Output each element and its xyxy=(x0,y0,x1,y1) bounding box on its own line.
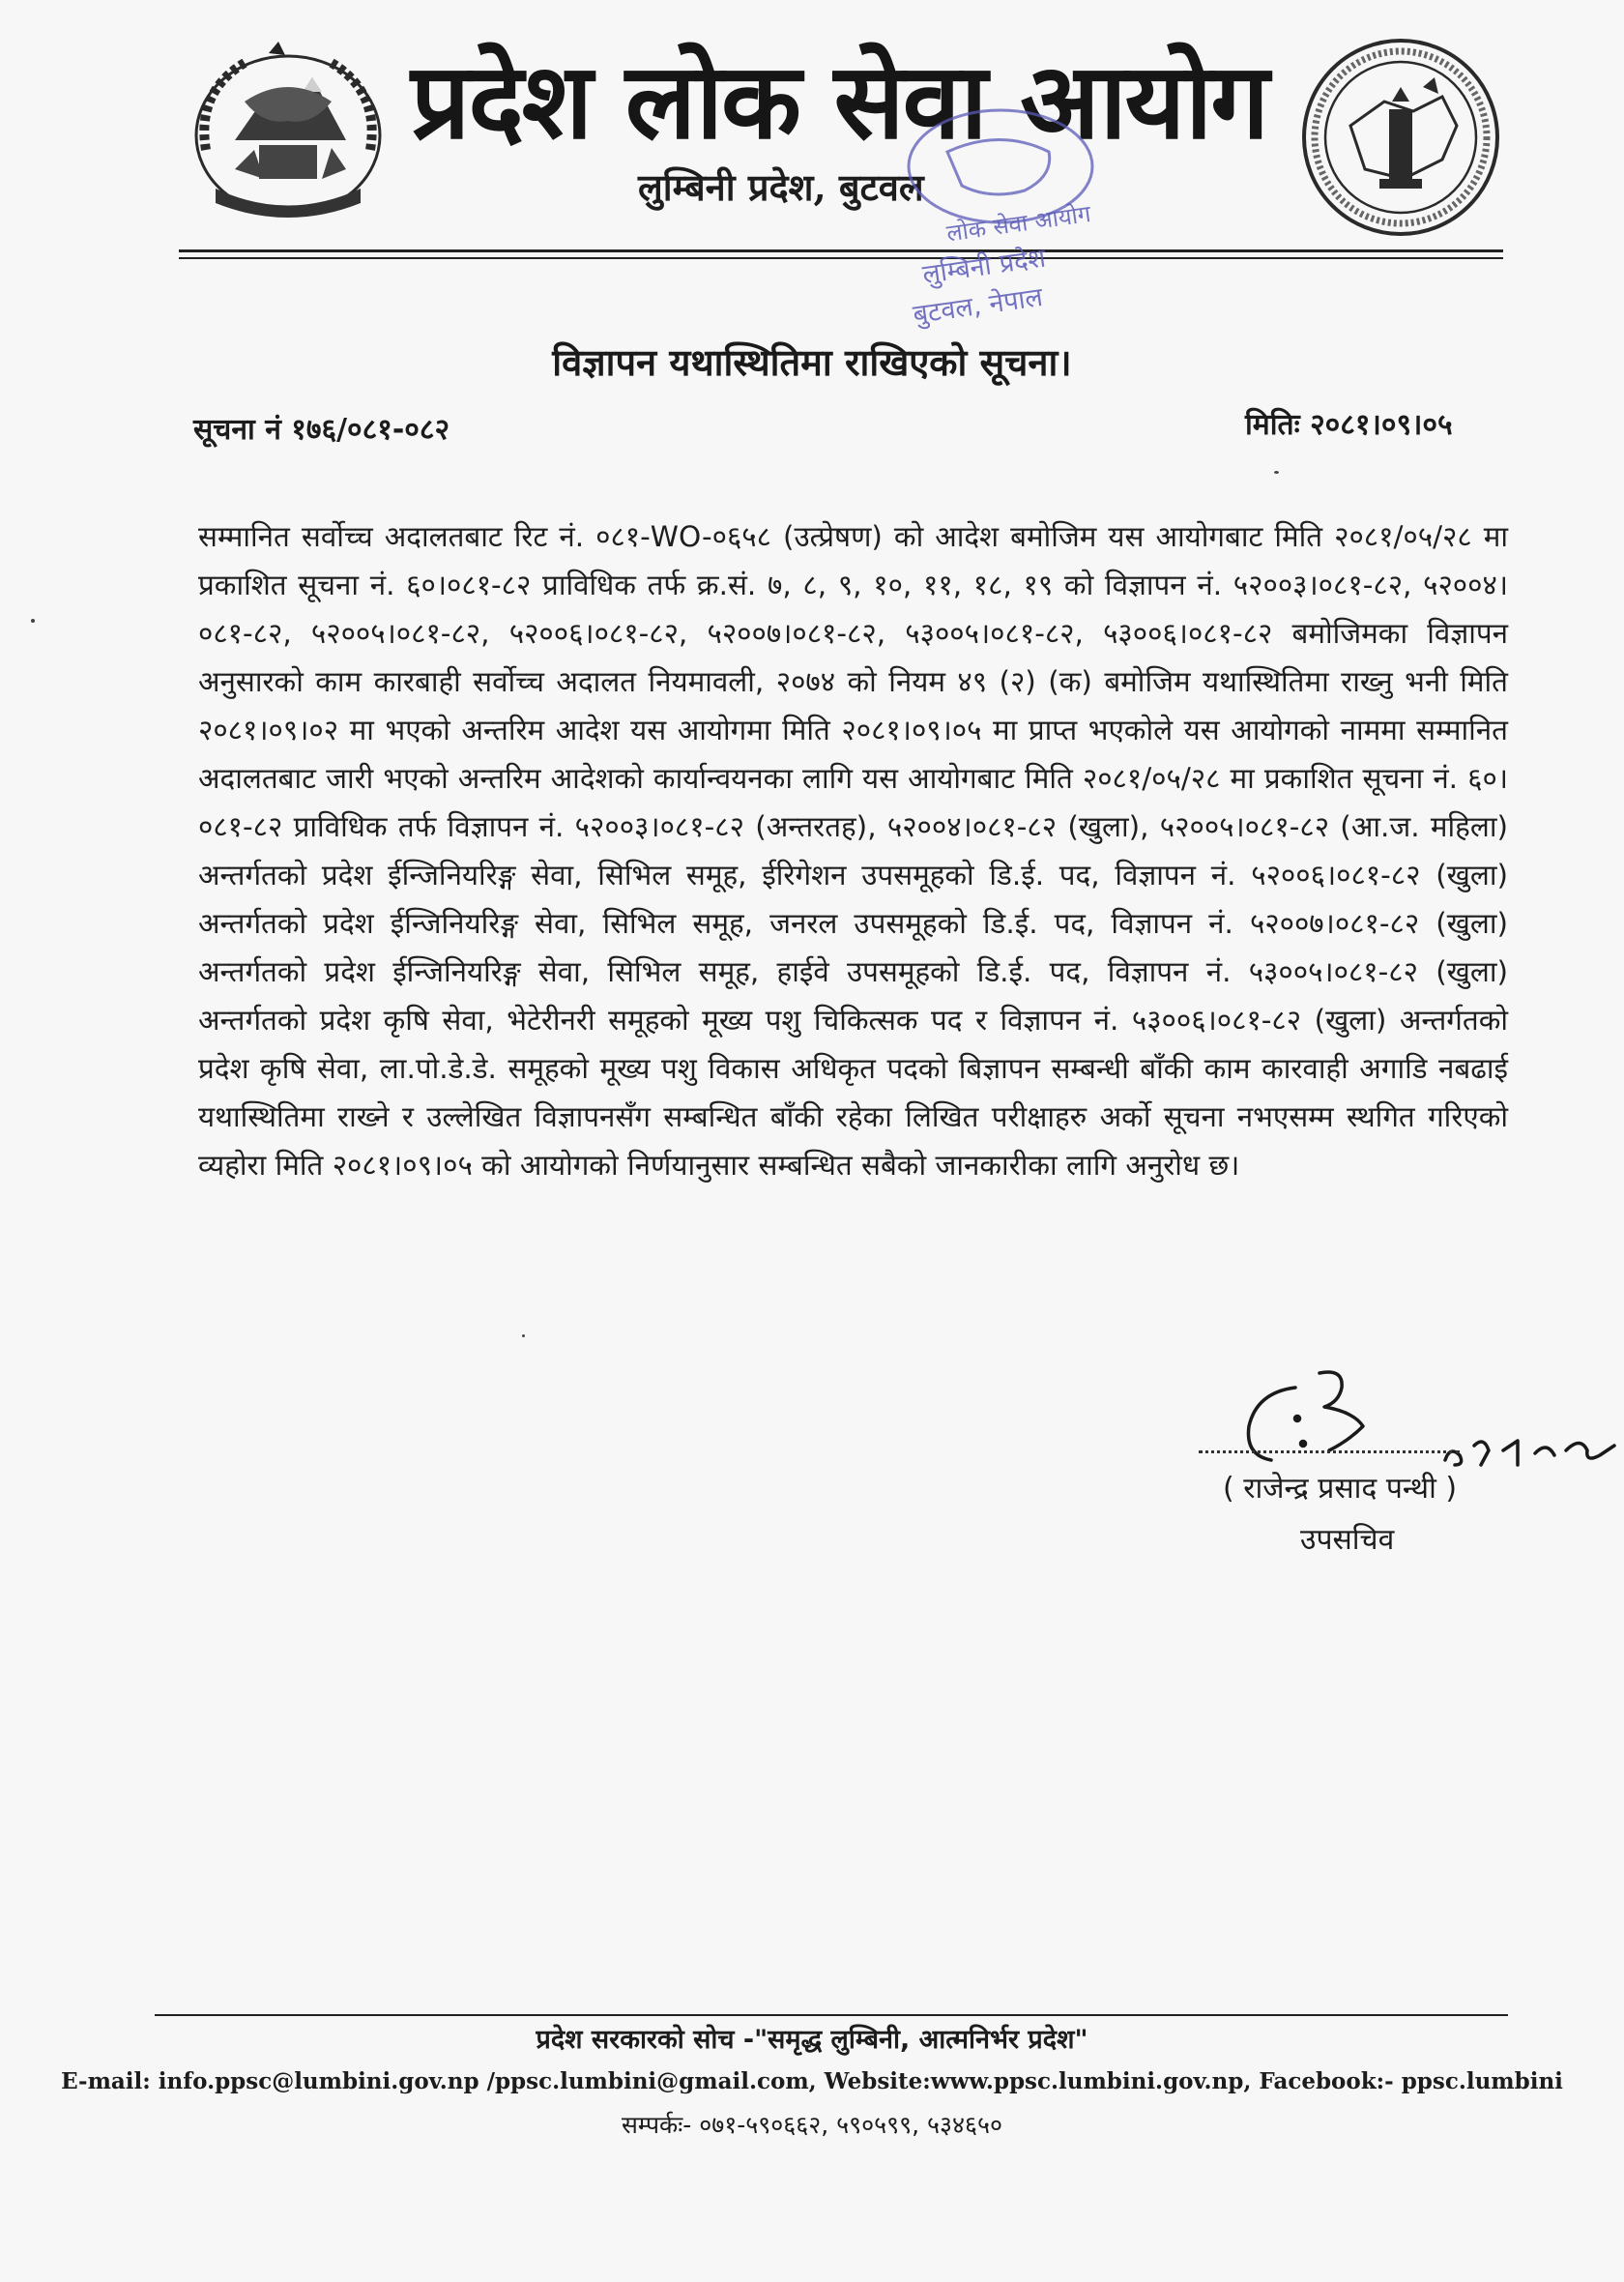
office-stamp-icon xyxy=(856,108,1136,331)
signatory-name: ( राजेन्द्र प्रसाद पन्थी ) xyxy=(1223,1472,1458,1506)
scan-speck xyxy=(1274,471,1279,474)
scan-speck xyxy=(522,1334,525,1337)
footer-slogan: प्रदेश सरकारको सोच -"समृद्ध लुम्बिनी, आत्मनिर्भर प्रदेश" xyxy=(536,2025,1088,2055)
organization-name: प्रदेश लोक सेवा आयोग xyxy=(411,41,1267,162)
stamp-line-2: लुम्बिनी प्रदेश xyxy=(920,243,1048,291)
notice-number: सूचना नं १७६/०८१-०८२ xyxy=(193,413,450,447)
notice-title: विज्ञापन यथास्थितिमा राखिएको सूचना। xyxy=(552,341,1072,384)
stamp-line-1: लोक सेवा आयोग xyxy=(944,199,1093,248)
header-rule-thin xyxy=(179,257,1503,259)
commission-seal-icon xyxy=(1297,34,1504,241)
nepal-coat-of-arms-icon xyxy=(177,34,399,227)
signatory-designation: उपसचिव xyxy=(1300,1523,1395,1557)
organization-location: लुम्बिनी प्रदेश, बुटवल xyxy=(638,165,924,209)
signature-icon xyxy=(1228,1359,1624,1484)
notice-body: सम्मानित सर्वोच्च अदालतबाट रिट नं. ०८१-WO-०६५८ (उत्प्रेषण) को आदेश बमोजिम यस आयोगबाट मिति २०८१/०५/२८ मा प्रकाशित सूचना नं. ६०।०८१-८२ प्राविधिक तर्फ क्र.सं. ७, ८, ९, १०, ११, १८, १९ को विज्ञापन नं. ५२००३।०८१-८२, ५२००४।०८१-८२, ५२००५।०८१-८२, ५२००६।०८१-८२, ५२००७।०८१-८२, ५३००५।०८१-८२, ५३००६।०८१-८२ बमोजिमका विज्ञापन अनुसारको काम कारबाही सर्वोच्च अदालत नियमावली, २०७४ को नियम ४९ (२) (क) बमोजिम यथास्थितिमा राख्नु भनी मिति २०८१।०९।०२ मा भएको अन्तरिम आदेश यस आयोगमा मिति २०८१।०९।०५ मा प्राप्त भएकोले यस आयोगको नाममा सम्मानित अदालतबाट जारी भएको अन्तरिम आदेशको कार्यान्वयनका लागि यस आयोगबाट मिति २०८१/०५/२८ मा प्रकाशित सूचना नं. ६०।०८१-८२ प्राविधिक तर्फ विज्ञापन नं. ५२००३।०८१-८२ (अन्तरतह), ५२००४।०८१-८२ (खुला), ५२००५।०८१-८२ (आ.ज. महिला) अन्तर्गतको प्रदेश ईन्जिनियरिङ्ग सेवा, सिभिल समूह, ईरिगेशन उपसमूहको डि.ई. पद, विज्ञापन नं. ५२००६।०८१-८२ (खुला) अन्तर्गतको प्रदेश ईन्जिनियरिङ्ग सेवा, सिभिल समूह, जनरल उपसमूहको डि.ई. पद, विज्ञापन नं. ५२००७।०८१-८२ (खुला) अन्तर्गतको प्रदेश ईन्जिनियरिङ्ग सेवा, सिभिल समूह, हाईवे उपसमूहको डि.ई. पद, विज्ञापन नं. ५३००५।०८१-८२ (खुला) अन्तर्गतको प्रदेश कृषि सेवा, भेटेरीनरी समूहको मूख्य पशु चिकित्सक पद र विज्ञापन नं. ५३००६।०८१-८२ (खुला) अन्तर्गतको प्रदेश कृषि सेवा, ला.पो.डे.डे. समूहको मूख्य पशु विकास अधिकृत पदको बिज्ञापन सम्बन्धी बाँकी काम कारवाही अगाडि नबढाई यथास्थितिमा राख्ने र उल्लेखित विज्ञापनसँग सम्बन्धित बाँकी रहेका लिखित परीक्षाहरु अर्को सूचना नभएसम्म स्थगित गरिएको व्यहोरा मिति २०८१।०९।०५ को आयोगको निर्णयानुसार सम्बन्धित सबैको जानकारीका लागि अनुरोध छ। xyxy=(198,520,1508,1182)
footer-rule xyxy=(155,2014,1508,2016)
header-rule-thick xyxy=(179,249,1503,252)
stamp-line-3: बुटवल, नेपाल xyxy=(911,281,1045,331)
notice-date: मितिः २०८१।०९।०५ xyxy=(1245,408,1453,442)
footer-phone: सम्पर्कः- ०७१-५९०६६२, ५९०५९९, ५३४६५० xyxy=(621,2111,1003,2139)
scan-speck xyxy=(31,619,35,623)
footer-contact: E-mail: info.ppsc@lumbini.gov.np /ppsc.lumbini@gmail.com, Website:www.ppsc.lumbini.gov.np, Facebook:- ppsc.lumbini xyxy=(61,2068,1563,2094)
signature-dotted-line xyxy=(1199,1450,1460,1453)
